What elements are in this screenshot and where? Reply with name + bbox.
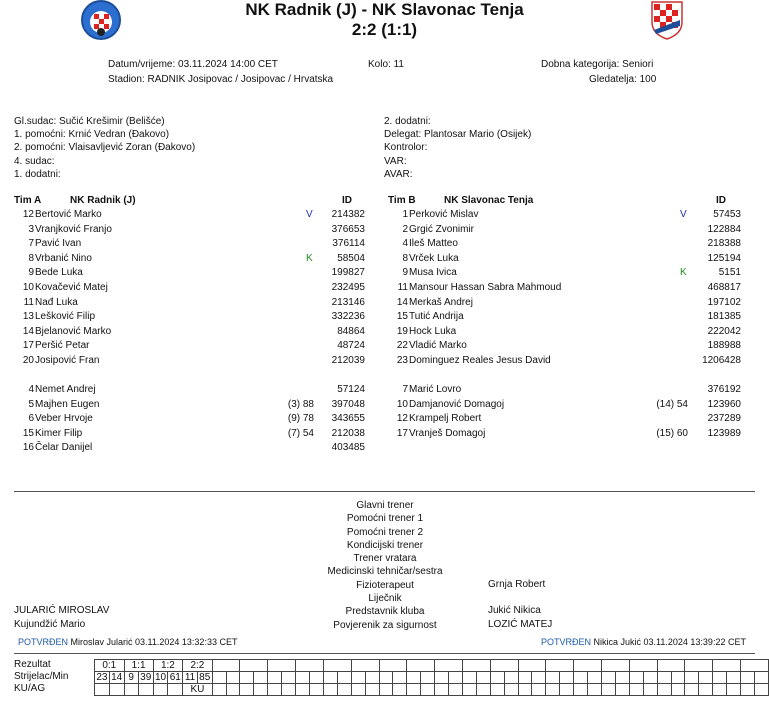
player-name: Vladić Marko [409,340,467,352]
team-a-name: NK Radnik (J) [70,195,136,206]
empty-cell [490,660,518,672]
scorer-cell: 23 [96,672,108,683]
empty-cell [212,684,226,696]
empty-cell [296,660,324,672]
empty-cell [309,672,323,684]
sub-replacement: (7) 54 [287,427,314,439]
empty-cell [138,684,153,696]
staff-role: Povjerenik za sigurnost [333,619,437,631]
sub-name: Nemet Andrej [35,384,96,395]
empty-cell [615,684,629,696]
empty-cell [254,684,268,696]
empty-cell [504,684,518,696]
empty-cell [588,672,602,684]
official-line: Delegat: Plantosar Mario (Osijek) [384,129,532,141]
staff-role: Predstavnik kluba [345,606,425,618]
team-b-physio: Grnja Robert [488,579,546,590]
player-name: Bede Luka [35,267,83,279]
player-name: Lešković Filip [35,311,96,323]
empty-cell [699,672,713,684]
player-id: 376653 [331,223,365,235]
empty-cell [699,684,713,696]
empty-cell [407,660,435,672]
officials-right [384,115,531,181]
player-number: 4 [402,238,408,250]
sub-number: 17 [396,427,408,439]
empty-cell [309,684,323,696]
player-name: Bertović Marko [35,209,102,220]
spectators: Gledatelja: 100 [589,74,657,85]
empty-cell [435,672,449,684]
empty-cell [490,684,504,696]
staff-role: Kondicijski trener [346,539,424,551]
empty-cell [365,672,379,684]
scorer-cell: 9 [124,672,138,684]
empty-cell [168,684,183,696]
empty-cell [741,684,755,696]
empty-cell [296,672,310,684]
empty-cell [296,684,310,696]
empty-cell [546,684,560,696]
sub-replacement: (14) 54 [656,398,688,410]
empty-cell [629,672,643,684]
sub-name: Majhen Eugen [35,398,100,410]
empty-cell [124,684,138,696]
player-number: 20 [22,355,34,366]
team-b-confirmation [541,637,746,647]
empty-cell [462,672,476,684]
sub-id: 237289 [707,413,741,425]
player-id: 332236 [331,311,365,323]
empty-cell [685,684,699,696]
empty-cell [504,672,518,684]
player-name: Vrček Luka [409,252,459,264]
scorer-cell: 11 [183,672,198,684]
player-number: 14 [22,325,34,337]
empty-cell [754,672,768,684]
player-id: 212039 [331,355,365,366]
sub-id: 343655 [331,413,365,425]
player-id: 232495 [331,282,365,293]
empty-cell [337,672,351,684]
player-id: 197102 [707,296,741,308]
team-a-confirmation [18,637,237,647]
officials-left [14,115,195,181]
official-line: 2. pomoćni: Vlaisavljević Zoran (Đakovo) [14,142,196,154]
empty-cell [476,672,490,684]
empty-cell [671,684,685,696]
empty-cell [615,672,629,684]
team-b-label: Tim B [388,195,416,206]
player-name: Nađ Luka [35,296,78,308]
kuag-cell: KU [183,684,212,696]
player-number: 11 [397,282,408,293]
empty-cell [323,684,337,696]
staff-role: Liječnik [368,593,402,605]
scorer-cell: 85 [199,672,211,683]
score-cell: 1:2 [153,660,183,672]
empty-cell [685,660,713,672]
sub-name: Kimer Filip [35,427,83,439]
sub-name: Veber Hrvoje [35,413,93,425]
sub-number: 6 [28,413,34,425]
result-grid [94,659,769,696]
player-id: 218388 [707,238,741,250]
player-id: 58504 [337,252,365,264]
player-name: Vranjković Franjo [35,223,112,235]
scorer-cell: 39 [140,672,152,683]
age-category: Dobna kategorija: Seniori [541,59,654,70]
empty-cell [643,684,657,696]
player-number: 15 [396,311,408,323]
player-name: Tutić Andrija [409,311,464,323]
empty-cell [109,684,124,696]
player-name: Grgić Zvonimir [409,223,475,235]
empty-cell [379,684,393,696]
player-name: Dominguez Reales Jesus David [409,355,551,366]
empty-cell [435,684,449,696]
player-number: 2 [402,223,408,235]
sub-name: Krampelj Robert [409,413,482,425]
kuag-label: KU/AG [14,683,46,694]
player-id: 376114 [332,238,365,250]
empty-cell [685,672,699,684]
empty-cell [240,684,254,696]
empty-cell [574,672,588,684]
player-id: 57453 [713,209,741,220]
empty-cell [657,660,685,672]
sub-number: 15 [22,427,34,439]
empty-cell [713,660,741,672]
sub-id: 57124 [337,384,365,395]
player-id: 213146 [331,296,365,308]
player-number: 23 [396,355,408,366]
player-number: 8 [28,252,34,264]
empty-cell [337,684,351,696]
empty-cell [560,672,574,684]
sub-id: 123960 [707,398,741,410]
sub-name: Čelar Danijel [35,442,93,454]
result-row [95,660,769,672]
player-id: 222042 [707,325,741,337]
empty-cell [268,660,296,672]
player-name: Josipović Fran [35,355,100,366]
official-line: 1. pomoćni: Krnić Vedran (Đakovo) [14,129,170,141]
match-round: Kolo: 11 [368,59,404,70]
player-number: 10 [22,282,34,293]
empty-cell [657,684,671,696]
empty-cell [282,684,296,696]
empty-cell [407,684,421,696]
staff-role: Fizioterapeut [356,579,414,591]
sub-number: 5 [28,398,34,410]
empty-cell [629,684,643,696]
empty-cell [407,672,421,684]
empty-cell [588,684,602,696]
player-name: Bjelanović Marko [35,325,112,337]
result-labels [14,659,68,695]
empty-cell [671,672,685,684]
staff-role: Trener vratara [353,553,417,565]
empty-cell [741,672,755,684]
divider [14,491,755,492]
empty-cell [490,672,504,684]
empty-cell [462,684,476,696]
empty-cell [240,660,268,672]
empty-cell [240,672,254,684]
empty-cell [212,672,226,684]
empty-cell [351,660,379,672]
empty-cell [435,660,463,672]
sub-name: Marić Lovro [409,384,462,395]
empty-cell [602,660,630,672]
scorer-label: Strijelac/Min [14,671,69,682]
result-row [95,684,769,696]
official-line: AVAR: [384,168,413,180]
empty-cell [560,684,574,696]
team-a-id-header: ID [342,195,352,206]
confirmed-status: POTVRĐEN [541,637,592,647]
player-name: Pavić Ivan [35,238,82,250]
empty-cell [393,684,407,696]
sub-replacement: (9) 78 [287,413,314,425]
sub-number: 4 [28,384,34,395]
player-number: 3 [28,223,34,235]
team-a-security: Kujundžić Mario [14,619,86,630]
team-a-label: Tim A [14,195,42,206]
player-id: 181385 [707,311,741,323]
player-id: 1206428 [702,355,741,366]
divider [14,653,755,654]
empty-cell [351,684,365,696]
empty-cell [741,660,769,672]
empty-cell [518,684,532,696]
player-id: 188988 [707,340,741,352]
player-id: 48724 [337,340,365,352]
player-id: 122884 [707,223,741,235]
sub-number: 7 [402,384,408,395]
player-name: Vrbanić Nino [35,252,92,264]
empty-cell [629,660,657,672]
empty-cell [532,684,546,696]
sub-id: 212038 [331,427,365,439]
sub-id: 123989 [707,427,741,439]
scorer-cell: 10 [154,672,167,683]
team-a-representative: JULARIĆ MIROSLAV [14,605,110,616]
sub-number: 10 [396,398,408,410]
sub-replacement: (3) 88 [287,398,314,410]
empty-cell [421,672,435,684]
player-number: 17 [22,340,34,352]
team-b-name: NK Slavonac Tenja [444,195,534,206]
result-row [95,672,769,684]
empty-cell [226,672,240,684]
official-line: 2. dodatni: [384,116,431,127]
empty-cell [574,660,602,672]
match-title: NK Radnik (J) - NK Slavonac Tenja [245,0,524,19]
staff-role: Pomoćni trener 2 [346,526,424,538]
empty-cell [226,684,240,696]
empty-cell [476,684,490,696]
empty-cell [351,672,365,684]
empty-cell [754,684,768,696]
official-line: Gl.sudac: Sučić Krešimir (Belišće) [14,116,165,127]
match-score: 2:2 (1:1) [351,20,418,39]
official-line: 1. dodatni: [14,168,61,180]
empty-cell [323,672,337,684]
player-number: 19 [396,325,408,337]
scorer-cell: 14 [111,672,123,683]
empty-cell [643,672,657,684]
match-stadium: Stadion: RADNIK Josipovac / Josipovac / Hrvatska [108,74,334,85]
player-name: Merkaš Andrej [409,296,473,308]
team-b-representative: Jukić Nikica [488,605,541,616]
empty-cell [546,660,574,672]
empty-cell [323,660,351,672]
staff-role: Glavni trener [356,500,414,511]
empty-cell [365,684,379,696]
empty-cell [268,684,282,696]
result-label: Rezultat [14,659,51,670]
empty-cell [602,684,616,696]
sub-id: 403485 [331,442,365,454]
player-id: 199827 [331,267,365,279]
confirmation-text: Nikica Jukić 03.11.2024 13:39:22 CET [593,637,746,647]
empty-cell [379,660,407,672]
empty-cell [379,672,393,684]
empty-cell [518,660,546,672]
captain-mark: V [306,209,313,220]
confirmed-status: POTVRĐEN [18,637,69,647]
player-id: 214382 [331,209,365,220]
player-name: Perković Mislav [409,209,479,220]
empty-cell [95,684,110,696]
player-name: Peršić Petar [35,340,90,352]
empty-cell [449,672,463,684]
empty-cell [574,684,588,696]
player-number: 12 [22,209,34,220]
player-id: 125194 [707,252,741,264]
score-cell: 1:1 [124,660,153,672]
empty-cell [268,672,282,684]
empty-cell [546,672,560,684]
player-name: Mansour Hassan Sabra Mahmoud [409,282,562,293]
captain-mark: V [680,209,687,220]
sub-replacement: (15) 60 [656,427,688,439]
sub-name: Damjanović Domagoj [409,398,505,410]
player-name: Hock Luka [409,325,457,337]
empty-cell [727,672,741,684]
empty-cell [713,684,727,696]
team-b-id-header: ID [716,195,726,206]
goalkeeper-mark: K [306,252,313,264]
official-line: 4. sudac: [14,155,55,167]
empty-cell [212,660,240,672]
staff-role: Pomoćni trener 1 [346,513,424,525]
empty-cell [713,672,727,684]
sub-name: Vranješ Domagoj [409,427,486,439]
empty-cell [602,672,616,684]
player-name: Ileš Matteo [409,238,458,250]
player-number: 9 [402,267,408,279]
official-line: VAR: [384,155,407,167]
staff-roles [294,499,476,632]
empty-cell [532,672,546,684]
score-cell: 0:1 [95,660,125,672]
score-cell: 2:2 [183,660,212,672]
player-id: 468817 [707,282,741,293]
empty-cell [421,684,435,696]
match-datetime: Datum/vrijeme: 03.11.2024 14:00 CET [108,59,278,70]
empty-cell [153,684,168,696]
empty-cell [657,672,671,684]
team-b-security: LOZIĆ MATEJ [488,619,553,630]
player-number: 14 [396,296,408,308]
empty-cell [282,672,296,684]
player-number: 7 [28,238,34,250]
player-id: 5151 [718,267,741,279]
player-number: 1 [402,209,408,220]
player-number: 8 [402,252,408,264]
player-id: 84864 [337,325,365,337]
empty-cell [449,684,463,696]
scorer-cell: 61 [169,672,181,683]
sub-number: 12 [396,413,408,425]
player-name: Musa Ivica [409,267,457,279]
player-name: Kovačević Matej [35,282,108,293]
confirmation-text: Miroslav Jularić 03.11.2024 13:32:33 CET [70,637,238,647]
empty-cell [393,672,407,684]
empty-cell [518,672,532,684]
goalkeeper-mark: K [680,267,687,279]
official-line: Kontrolor: [384,142,428,154]
empty-cell [462,660,490,672]
empty-cell [254,672,268,684]
sub-id: 397048 [331,398,365,410]
player-number: 11 [23,296,34,308]
sub-number: 16 [22,442,34,454]
staff-role: Medicinski tehničar/sestra [327,566,443,578]
sub-id: 376192 [707,384,741,395]
player-number: 13 [22,311,34,323]
player-number: 9 [28,267,34,279]
player-number: 22 [396,340,408,352]
empty-cell [727,684,741,696]
